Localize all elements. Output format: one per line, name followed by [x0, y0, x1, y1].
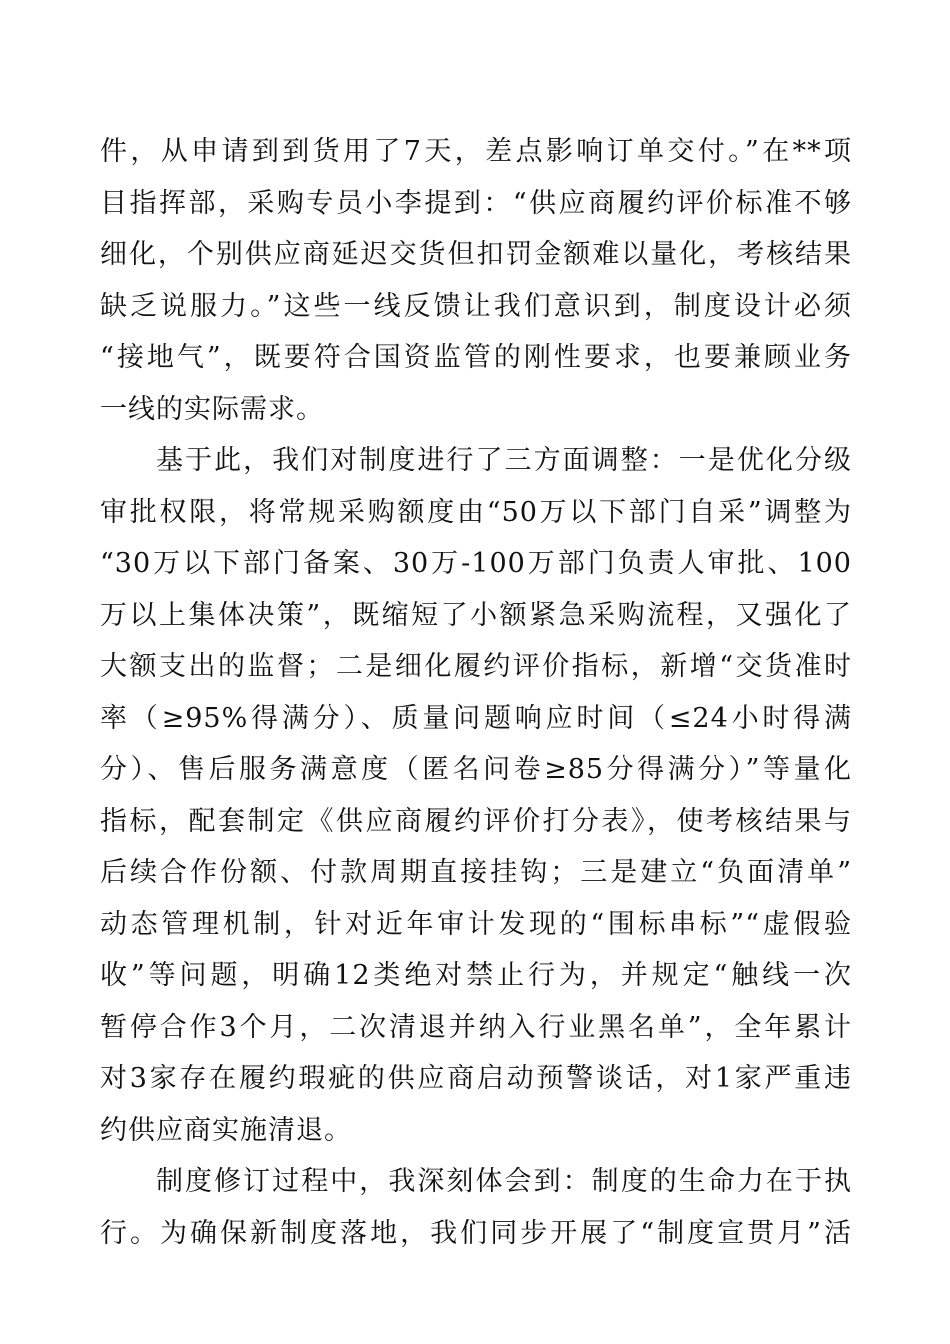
text-line: 缺乏说服力。”这些一线反馈让我们意识到，制度设计必须 — [100, 290, 852, 322]
text-line: 指标，配套制定《供应商履约评价打分表》，使考核结果与 — [100, 805, 852, 837]
text-line: 对3家存在履约瑕疵的供应商启动预警谈话，对1家严重违 — [100, 1063, 852, 1094]
text-line: 目指挥部，采购专员小李提到：“供应商履约评价标准不够 — [100, 187, 852, 219]
text-line: 约供应商实施清退。 — [100, 1114, 352, 1146]
paragraph-3 — [100, 1156, 852, 1259]
text-line: 件，从申请到到货用了7天，差点影响订单交付。”在**项 — [100, 136, 852, 167]
text-line: 后续合作份额、付款周期直接挂钩；三是建立“负面清单” — [100, 857, 852, 888]
text-line: 一线的实际需求。 — [100, 393, 324, 425]
text-line: 分）、售后服务满意度（匿名问卷≥85分得满分）”等量化 — [100, 754, 852, 785]
text-line: 细化，个别供应商延迟交货但扣罚金额难以量化，考核结果 — [100, 239, 852, 270]
text-line: 万以上集体决策”，既缩短了小额紧急采购流程，又强化了 — [100, 599, 852, 631]
text-line: 大额支出的监督；二是细化履约评价指标，新增“交货准时 — [100, 651, 852, 682]
text-line: 制度修订过程中，我深刻体会到：制度的生命力在于执 — [156, 1166, 852, 1197]
text-line: 动态管理机制，针对近年审计发现的“围标串标”“虚假验 — [100, 908, 852, 940]
text-line: 基于此，我们对制度进行了三方面调整：一是优化分级 — [156, 445, 852, 476]
text-line: 行。为确保新制度落地，我们同步开展了“制度宣贯月”活 — [100, 1217, 852, 1249]
text-line: 暂停合作3个月，二次清退并纳入行业黑名单”，全年累计 — [100, 1011, 852, 1043]
paragraph-2 — [100, 435, 852, 1156]
text-line: 率（≥95%得满分）、质量问题响应时间（≤24小时得满 — [100, 702, 852, 734]
text-line: 收”等问题，明确12类绝对禁止行为，并规定“触线一次 — [100, 960, 852, 991]
text-line: “接地气”，既要符合国资监管的刚性要求，也要兼顾业务 — [100, 342, 852, 373]
paragraph-1 — [100, 126, 852, 435]
text-line: 审批权限，将常规采购额度由“50万以下部门自采”调整为 — [100, 496, 852, 528]
body-text — [100, 126, 852, 1259]
text-line: “30万以下部门备案、30万-100万部门负责人审批、100 — [100, 548, 852, 579]
